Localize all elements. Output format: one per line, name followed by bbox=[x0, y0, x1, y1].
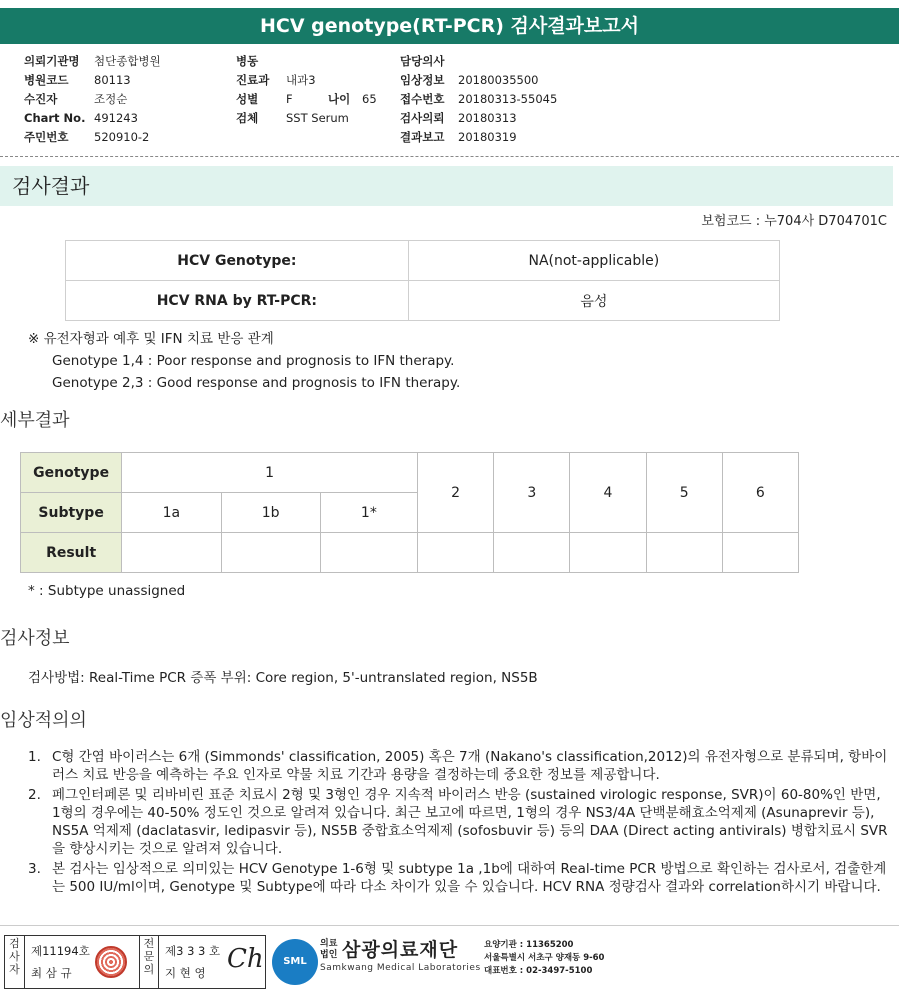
test-method: 검사방법: Real-Time PCR 증폭 부위: Core region, 5'-untranslated region, NS5B bbox=[28, 670, 538, 686]
result-cell bbox=[494, 533, 570, 573]
subtype-cell: 1* bbox=[320, 493, 417, 533]
subtype-cell: 1b bbox=[221, 493, 320, 533]
list-item: 3. 본 검사는 임상적으로 의미있는 HCV Genotype 1-6형 및 subtype 1a ,1b에 대하여 Real-time PCR 방법으로 확인하는 검사로서, 검출한계는 500 IU/ml이며, Genotype 및 Subtype에 따라 다소 차이가 있을 수 있습니다. HCV RNA 정량검사 결과와 correlation하시기 바랍니다. bbox=[28, 861, 887, 895]
table-row bbox=[21, 533, 799, 573]
specialist-label: 전문의 bbox=[139, 936, 159, 988]
genotype-1-cell: 1 bbox=[122, 453, 418, 493]
result-cell bbox=[722, 533, 798, 573]
result-key: HCV RNA by RT-PCR: bbox=[66, 281, 409, 321]
inspector-info bbox=[31, 940, 90, 984]
subtype-header: Subtype bbox=[21, 493, 122, 533]
age-label: 나이 bbox=[328, 92, 351, 106]
inspector-name: 최 삼 규 bbox=[31, 966, 72, 980]
table-row bbox=[21, 453, 799, 493]
company-address: 요양기관 : 11365200 서울특별시 서초구 양재동 9-60 대표번호 : 02-3497-5100 bbox=[484, 940, 605, 976]
seal-stamp-icon bbox=[95, 946, 127, 978]
genotype-cell: 2 bbox=[418, 453, 494, 533]
subtype-cell: 1a bbox=[122, 493, 221, 533]
logo-name: 삼광의료재단 bbox=[342, 939, 459, 961]
genotype-table bbox=[20, 452, 799, 573]
report-title: HCV genotype(RT-PCR) 검사결과보고서 bbox=[0, 8, 899, 44]
result-value: NA(not-applicable) bbox=[408, 241, 779, 281]
result-key: HCV Genotype: bbox=[66, 241, 409, 281]
info-col-2: 병동 진료과 내과3 성별 F 나이 65 검체 SST Serum bbox=[236, 54, 377, 125]
section-heading-results: 검사결과 bbox=[0, 166, 893, 206]
notes-line: Genotype 2,3 : Good response and prognosis to IFN therapy. bbox=[52, 375, 461, 391]
logo-english: Samkwang Medical Laboratories bbox=[320, 963, 481, 973]
dashed-divider bbox=[0, 156, 899, 157]
specialist-info bbox=[165, 940, 220, 984]
info-col-3: 담당의사 임상정보 20180035500 접수번호 20180313-55045 검사의뢰 20180313 결과보고 20180319 bbox=[400, 54, 558, 144]
result-cell bbox=[570, 533, 646, 573]
genotype-cell: 4 bbox=[570, 453, 646, 533]
result-cell bbox=[122, 533, 221, 573]
age-value: 65 bbox=[362, 92, 377, 106]
signature: Ch bbox=[227, 944, 264, 974]
list-item: 1. C형 간염 바이러스는 6개 (Simmonds' classification, 2005) 혹은 7개 (Nakano's classification,2012)의 유전자형으로 분류되며, 항바이러스 치료 반응을 예측하는 주요 인자로 약물 치료 기간과 용량을 결정하는데 중요한 정보를 제공합니다. bbox=[28, 749, 888, 783]
result-cell bbox=[646, 533, 722, 573]
notes-heading: ※ 유전자형과 예후 및 IFN 치료 반응 관계 bbox=[28, 331, 274, 347]
table-row bbox=[66, 281, 780, 321]
result-table bbox=[65, 240, 780, 321]
company-logo bbox=[272, 935, 652, 989]
genotype-header: Genotype bbox=[21, 453, 122, 493]
logo-small-text: 의료 법인 bbox=[320, 939, 338, 960]
clinical-list bbox=[28, 748, 888, 898]
signature-box bbox=[4, 935, 266, 989]
sml-logo-icon: SML bbox=[272, 939, 318, 985]
result-cell bbox=[221, 533, 320, 573]
specialist-no: 제3 3 3 호 bbox=[165, 944, 221, 958]
result-value: 음성 bbox=[408, 281, 779, 321]
patient-info bbox=[0, 52, 899, 152]
result-header: Result bbox=[21, 533, 122, 573]
section-heading-detail: 세부결과 bbox=[0, 410, 70, 431]
genotype-cell: 3 bbox=[494, 453, 570, 533]
footer-divider bbox=[0, 925, 899, 926]
subtype-footnote: * : Subtype unassigned bbox=[28, 583, 186, 599]
inspector-no: 제11194호 bbox=[31, 944, 90, 958]
insurance-code: 보험코드 : 누704사 D704701C bbox=[701, 214, 887, 229]
section-heading-test-info: 검사정보 bbox=[0, 628, 70, 649]
table-row bbox=[66, 241, 780, 281]
genotype-cell: 6 bbox=[722, 453, 798, 533]
info-col-1: 의뢰기관명 첨단종합병원 병원코드 80113 수진자 조정순 Chart No. 491243 주민번호 520910-2 bbox=[24, 54, 161, 144]
result-cell bbox=[418, 533, 494, 573]
section-heading-clinical: 임상적의의 bbox=[0, 710, 87, 731]
genotype-cell: 5 bbox=[646, 453, 722, 533]
result-cell bbox=[320, 533, 417, 573]
genotype-notes bbox=[28, 328, 460, 394]
notes-line: Genotype 1,4 : Poor response and prognosis to IFN therapy. bbox=[52, 353, 455, 369]
list-item: 2. 페그인터페론 및 리바비린 표준 치료시 2형 및 3형인 경우 지속적 바이러스 반응 (sustained virologic response, SVR)이 60-80%인 반면, 1형의 경우에는 40-50% 정도인 것으로 알려져 있습니다. 최근 보고에 따르면, 1형의 경우 NS3/4A 단백분해효소억제제 (Asunaprevir 등), NS5A 억제제 (daclatasvir, ledipasvir 등), NS5B 중합효소억제제 (sofosbuvir 등) 등의 DAA (Direct acting antivirals) 병합치료시 SVR을 향상시키는 것으로 알려져 있습니다. bbox=[28, 787, 888, 857]
inspector-label: 검사자 bbox=[5, 936, 25, 988]
specialist-name: 지 현 영 bbox=[165, 966, 206, 980]
